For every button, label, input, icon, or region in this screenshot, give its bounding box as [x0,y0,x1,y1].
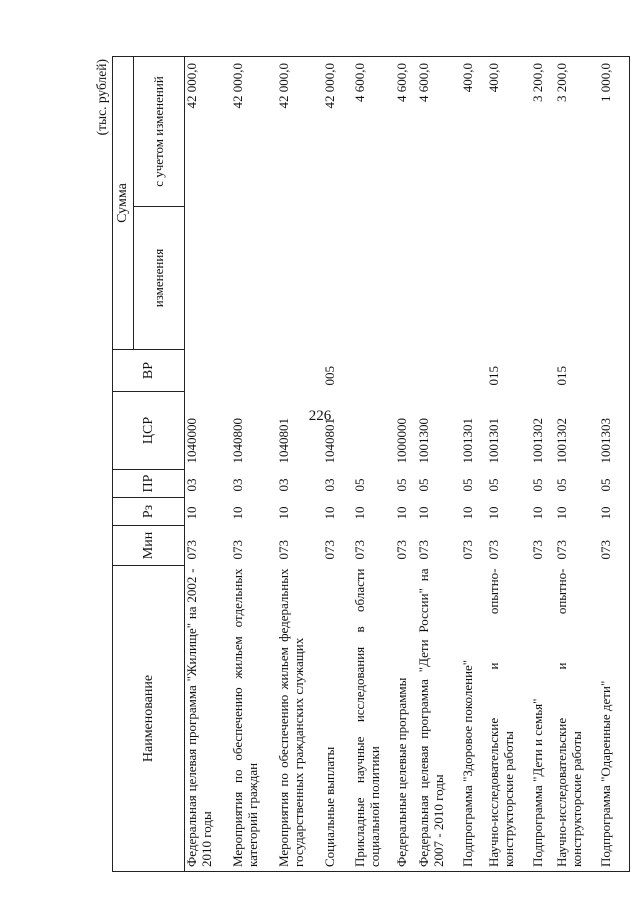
row-rz: 10 [416,506,432,520]
row-changes [417,207,461,350]
table-row [185,57,232,872]
row-pr: 03 [230,478,246,492]
row-vr [231,350,277,392]
row-total: 1 000,0 [599,57,630,207]
row-min: 073 [486,540,502,560]
rotated-table-container [90,52,614,872]
row-pr: 05 [394,478,410,492]
row-changes [323,207,353,350]
header-csr: ЦСР [113,392,185,470]
row-vr [417,350,461,392]
header-vr: ВР [113,350,185,392]
row-vr [353,350,395,392]
row-rz: 10 [184,506,200,520]
row-pr: 05 [460,478,476,492]
row-pr: 05 [599,470,630,498]
row-min: 073 [416,540,432,560]
row-pr: 05 [530,478,546,492]
row-csr: 1040800 [230,418,246,464]
row-name: Научно-исследовательские и опытно-конструкторские работы [487,566,531,872]
table-row [555,57,599,872]
row-changes [461,207,487,350]
row-name: Федеральная целевая программа "Жилище" на 2002 - 2010 годы [185,566,232,872]
row-vr [461,350,487,392]
row-min: 073 [184,540,200,560]
row-pr: 05 [554,478,570,492]
row-min: 073 [276,540,292,560]
header-min: Мин [113,526,185,566]
table-row [531,57,555,872]
row-min: 073 [554,540,570,560]
row-name: Подпрограмма "Здоровое поколение" [461,566,487,872]
row-min: 073 [460,540,476,560]
header-name: Наименование [113,566,185,872]
row-total: 4 600,0 [417,57,461,207]
row-min: 073 [322,540,338,560]
row-min: 073 [230,540,246,560]
row-rz: 10 [322,506,338,520]
row-rz: 10 [530,506,546,520]
row-rz: 10 [599,498,630,526]
row-csr: 1000000 [394,418,410,464]
row-min: 073 [394,540,410,560]
table-row [417,57,461,872]
row-changes [599,207,630,350]
row-name: Федеральные целевые программы [395,566,417,872]
row-vr [599,350,630,392]
header-sum: Сумма [113,57,134,350]
row-rz: 10 [554,506,570,520]
row-total: 400,0 [487,57,531,207]
page-number: 226 [308,408,332,424]
row-changes [353,207,395,350]
budget-table [112,56,630,872]
row-changes [555,207,599,350]
row-rz: 10 [394,506,410,520]
row-csr: 1001300 [416,418,432,464]
table-row [487,57,531,872]
row-pr: 05 [416,478,432,492]
row-changes [487,207,531,350]
row-name: Федеральная целевая программа "Дети России" на 2007 - 2010 годы [417,566,461,872]
row-csr: 1001302 [554,418,570,464]
row-min: 073 [530,540,546,560]
row-name: Социальные выплаты [323,566,353,872]
row-name: Подпрограмма "Дети и семья" [531,566,555,872]
row-total: 400,0 [461,57,487,207]
row-changes [395,207,417,350]
unit-label: (тыс. рублей) [94,59,109,136]
row-vr: 015 [486,366,502,386]
row-total: 4 600,0 [353,57,395,207]
row-csr: 1040801 [322,418,338,464]
row-changes [185,207,232,350]
row-vr [185,350,232,392]
table-row [277,57,323,872]
row-vr [531,350,555,392]
row-rz: 10 [276,506,292,520]
row-pr: 03 [322,478,338,492]
row-rz: 10 [486,506,502,520]
table-row [323,57,353,872]
row-name: Мероприятия по обеспечению жильем федеральных государственных гражданских служащих [277,566,323,872]
header-rz: Рз [113,498,185,526]
row-name: Прикладные научные исследования в области социальной политики [353,566,395,872]
table-row [461,57,487,872]
row-total: 42 000,0 [231,57,277,207]
row-csr: 1001302 [530,418,546,464]
header-changes: изменения [134,207,185,350]
table-row [353,57,395,872]
row-name: Подпрограмма "Одаренные дети" [599,566,630,872]
row-csr: 1040000 [184,418,200,464]
table-row [395,57,417,872]
table-row [231,57,277,872]
row-changes [231,207,277,350]
row-vr: 015 [554,366,570,386]
row-pr: 05 [486,478,502,492]
row-rz: 10 [352,506,368,520]
table-row [599,57,630,872]
row-min: 073 [352,540,368,560]
row-total: 42 000,0 [185,57,232,207]
row-rz: 10 [230,506,246,520]
row-csr: 1001303 [599,392,630,470]
row-changes [531,207,555,350]
row-name: Научно-исследовательские и опытно-конструкторские работы [555,566,599,872]
row-pr: 03 [184,478,200,492]
row-name: Мероприятия по обеспечению жильем отдельных категорий граждан [231,566,277,872]
row-changes [277,207,323,350]
row-total: 42 000,0 [323,57,353,207]
row-min: 073 [599,526,630,566]
row-total: 42 000,0 [277,57,323,207]
row-csr [353,392,395,470]
row-vr: 005 [322,366,338,386]
header-with-changes: с учетом изменений [134,57,185,207]
row-total: 4 600,0 [395,57,417,207]
row-pr: 03 [276,478,292,492]
header-pr: ПР [113,470,185,498]
row-rz: 10 [460,506,476,520]
row-csr: 1001301 [460,418,476,464]
row-total: 3 200,0 [531,57,555,207]
row-vr [395,350,417,392]
row-csr: 1001301 [486,418,502,464]
row-pr: 05 [352,478,368,492]
row-total: 3 200,0 [555,57,599,207]
row-csr: 1040801 [276,418,292,464]
row-vr [277,350,323,392]
